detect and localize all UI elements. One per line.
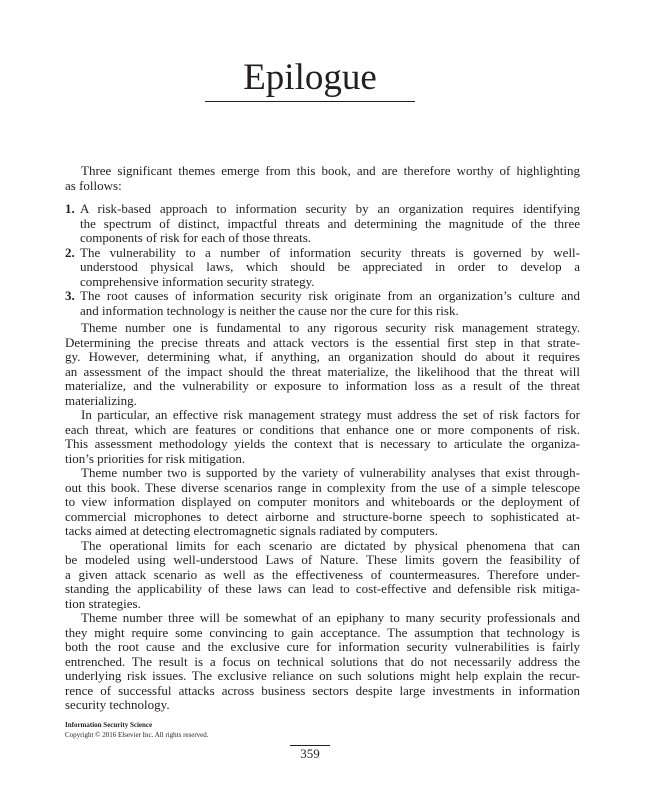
copyright: Copyright © 2016 Elsevier Inc. All rights reserved. — [65, 731, 209, 739]
footer — [65, 720, 209, 740]
text-line: an assessment of the impact should the threat materialize, the likelihood that the threat will — [65, 363, 580, 379]
text-line: This assessment methodology yields the context that is necessary to articulate the organiza- — [65, 436, 580, 451]
text-line: The vulnerability to a number of information security threats is governed by well- — [80, 244, 580, 260]
title-rule — [205, 101, 415, 102]
text-line: tacks aimed at detecting electromagnetic signals radiated by computers. — [65, 523, 438, 538]
text-line: be modeled using well-understood Laws of Nature. These limits govern the feasibility of — [65, 552, 580, 567]
text-line: Three significant themes emerge from this book, and are therefore worthy of highlighting — [81, 163, 580, 178]
text-line: to view information displayed on computer monitors and whiteboards or the deployment of — [65, 494, 580, 509]
text-line: they might require some convincing to gain acceptance. The assumption that technology is — [65, 624, 580, 640]
text-line: each threat, which are features or conditions that enhance one or more components of risk. — [65, 421, 580, 437]
list-number: 1. — [65, 201, 75, 216]
text-line: understood physical laws, which should be appreciated in order to develop a — [80, 259, 580, 274]
list-item — [65, 202, 580, 246]
text-line: rence of successful attacks across business sectors despite large investments in information — [65, 682, 580, 698]
text-line: both the root cause and the exclusive cure for information security vulnerabilities is fairly — [65, 639, 580, 654]
text-line: and information technology is neither the cause nor the cure for this risk. — [80, 302, 459, 318]
chapter-title: Epilogue — [243, 57, 377, 98]
page-number: 359 — [300, 746, 320, 761]
text-line: comprehensive information security strategy. — [80, 273, 315, 289]
text-line: materialize, and the vulnerability or exposure to information loss as a result of the threat — [65, 378, 580, 393]
paragraph — [65, 321, 580, 408]
text-line: Determining the precise threats and attack vectors is the essential first step in that strate- — [65, 334, 580, 350]
paragraph — [65, 466, 580, 539]
list-item — [65, 246, 580, 290]
list-number: 3. — [65, 288, 75, 303]
text-line: The root causes of information security risk originate from an organization’s culture and — [80, 288, 580, 303]
paragraphs — [65, 321, 580, 713]
list-number: 2. — [65, 244, 75, 260]
book-title: Information Security Science — [65, 721, 153, 729]
paragraph — [65, 611, 580, 713]
text-line: out this book. These diverse scenarios range in complexity from the use of a simple telescope — [65, 479, 580, 495]
text-line: tion strategies. — [65, 595, 141, 611]
text-line: Theme number two is supported by the variety of vulnerability analyses that exist through- — [81, 465, 580, 480]
text-line: materializing. — [65, 392, 137, 408]
paragraph — [65, 539, 580, 612]
paragraph — [65, 408, 580, 466]
text-line: underlying risk issues. The exclusive reliance on such solutions might help explain the recur- — [65, 668, 580, 683]
text-line: Theme number three will be somewhat of an epiphany to many security professionals and — [81, 610, 580, 625]
text-line: The operational limits for each scenario are dictated by physical phenomena that can — [81, 537, 580, 553]
text-line: standing the applicability of these laws can lead to cost-effective and defensible risk mitiga- — [65, 581, 580, 596]
text-line: components of risk for each of those threats. — [80, 230, 312, 245]
text-line: the spectrum of distinct, impactful threats and determining the magnitude of the three — [80, 215, 580, 231]
text-line: entrenched. The result is a focus on technical solutions that do not necessarily address the — [65, 653, 580, 669]
text-line: commercial microphones to detect airborne and structure-borne speech to sophisticated at- — [65, 508, 580, 524]
themes-list — [65, 202, 580, 318]
text-line: a given attack scenario as well as the effectiveness of countermeasures. Therefore under- — [65, 566, 580, 582]
intro-paragraph — [65, 164, 580, 193]
text-line: In particular, an effective risk management strategy must address the set of risk factors for — [81, 407, 580, 422]
text-line: gy. However, determining what, if anything, an organization should do about it requires — [65, 349, 580, 364]
text-line: Theme number one is fundamental to any rigorous security risk management strategy. — [81, 320, 580, 335]
body-text — [65, 164, 580, 713]
text-line: tion’s priorities for risk mitigation. — [65, 450, 246, 466]
text-line: as follows: — [65, 177, 122, 193]
text-line: security technology. — [65, 697, 170, 712]
text-line: A risk-based approach to information security by an organization requires identifying — [80, 201, 580, 216]
list-item — [65, 289, 580, 318]
